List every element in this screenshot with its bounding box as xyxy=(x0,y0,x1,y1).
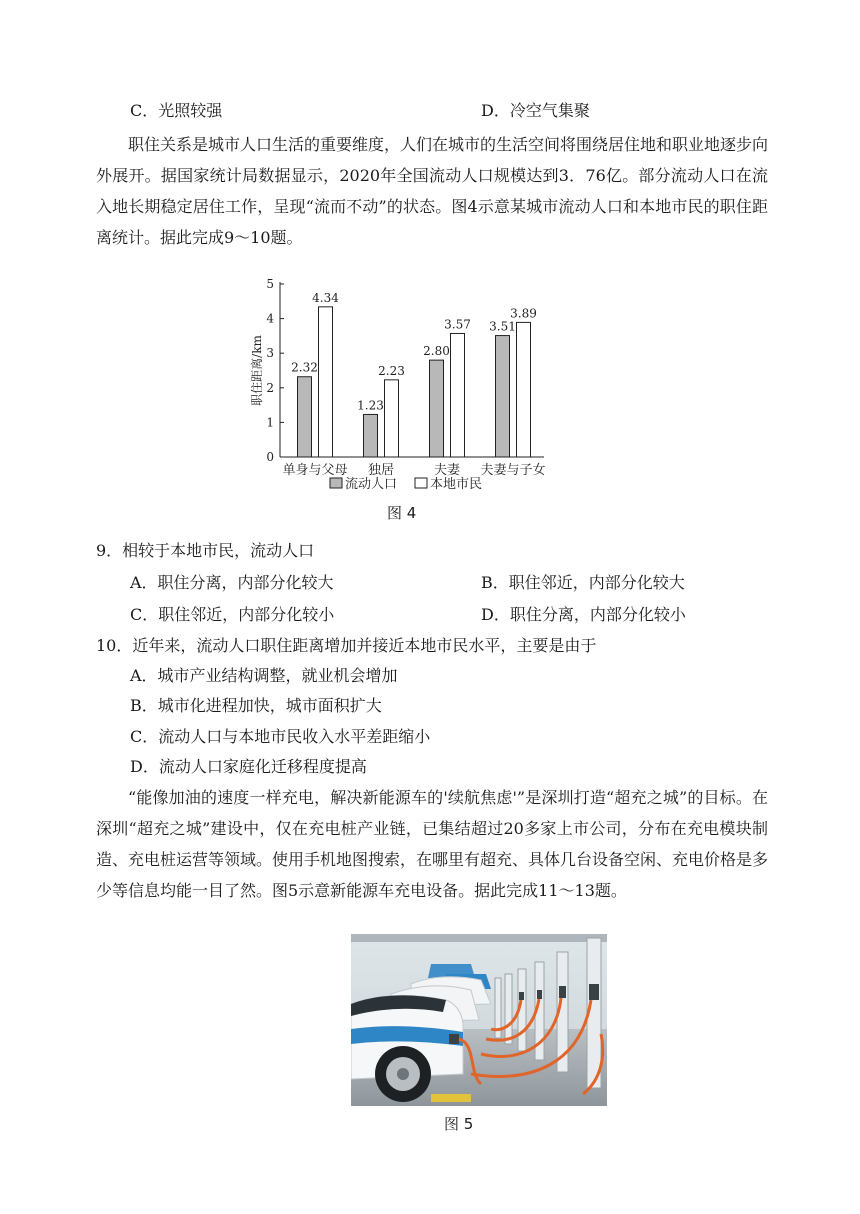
data-label: 2.32 xyxy=(291,360,318,375)
passage-super-charging: “能像加油的速度一样充电，解决新能源车的'续航焦虑'”是深圳打造“超充之城”的目标。在深圳“超充之城”建设中，仅在充电桩产业链，已集结超过20多家上市公司，分布在充电模块制造、充电桩运营等领域。使用手机地图搜索，在哪里有超充、具体几台设备空闲、充电价格是多少等信息均能一目了然。图5示意新能源车充电设备。据此完成11～13题。 xyxy=(96,788,769,900)
y-tick-label: 0 xyxy=(266,450,274,464)
data-label: 3.57 xyxy=(444,317,471,332)
bar-migrant-1 xyxy=(364,414,378,457)
data-label: 2.80 xyxy=(423,344,450,359)
y-tick-label: 1 xyxy=(266,415,274,430)
q9-stem: 9．相较于本地市民，流动人口 xyxy=(96,541,315,560)
data-label: 3.89 xyxy=(510,306,537,321)
bar-migrant-0 xyxy=(298,377,312,457)
data-label: 4.34 xyxy=(312,290,339,305)
data-label: 2.23 xyxy=(378,363,405,378)
q9-option-b: B．职住邻近，内部分化较大 xyxy=(481,573,685,592)
data-label: 1.23 xyxy=(357,398,384,413)
q10-option-b: B．城市化进程加快，城市面积扩大 xyxy=(130,696,382,715)
figure-4-caption: 图 4 xyxy=(387,504,417,522)
figure-5-photo xyxy=(351,934,607,1106)
q9-option-a: A．职住分离，内部分化较大 xyxy=(130,573,334,592)
bar-chart-svg xyxy=(250,270,550,502)
q9-option-d: D．职住分离，内部分化较小 xyxy=(481,605,686,624)
ev-charging-illustration xyxy=(351,934,607,1106)
y-axis-label: 职住距离/km xyxy=(250,335,264,406)
legend-label-migrant: 流动人口 xyxy=(345,477,398,492)
bar-local-3 xyxy=(517,322,531,457)
x-tick-label: 独居 xyxy=(367,463,395,478)
y-tick-label: 3 xyxy=(266,346,274,361)
q10-option-c: C．流动人口与本地市民收入水平差距缩小 xyxy=(130,727,431,746)
bar-local-0 xyxy=(319,307,333,457)
q10-option-d: D．流动人口家庭化迁移程度提高 xyxy=(130,757,367,776)
y-tick-label: 2 xyxy=(266,380,274,395)
figure-5-caption: 图 5 xyxy=(444,1115,474,1133)
x-tick-label: 夫妻 xyxy=(433,463,461,478)
bar-migrant-2 xyxy=(430,360,444,457)
y-tick-label: 5 xyxy=(266,277,274,291)
legend-label-local: 本地市民 xyxy=(430,477,483,492)
x-tick-label: 夫妻与子女 xyxy=(480,463,546,478)
q10-option-a: A．城市产业结构调整，就业机会增加 xyxy=(130,666,398,685)
q8-option-c: C．光照较强 xyxy=(130,101,223,120)
q8-option-d: D．冷空气集聚 xyxy=(481,101,590,120)
x-tick-label: 单身与父母 xyxy=(282,463,348,478)
data-label: 3.51 xyxy=(489,319,516,334)
bar-local-2 xyxy=(451,333,465,457)
q10-stem: 10．近年来，流动人口职住距离增加并接近本地市民水平，主要是由于 xyxy=(96,636,597,655)
q9-option-c: C．职住邻近，内部分化较小 xyxy=(130,605,335,624)
bar-migrant-3 xyxy=(496,336,510,457)
bar-local-1 xyxy=(385,380,399,457)
legend-swatch-local xyxy=(415,478,427,488)
y-tick-label: 4 xyxy=(266,311,274,326)
passage-job-housing: 职住关系是城市人口生活的重要维度，人们在城市的生活空间将围绕居住地和职业地逐步向外展开。据国家统计局数据显示，2020年全国流动人口规模达到3．76亿。部分流动人口在流入地长期稳定居住工作，呈现“流而不动”的状态。图4示意某城市流动人口和本地市民的职住距离统计。据此完成9～10题。 xyxy=(96,135,769,247)
legend-swatch-migrant xyxy=(330,478,342,488)
figure-4-chart xyxy=(250,270,550,502)
